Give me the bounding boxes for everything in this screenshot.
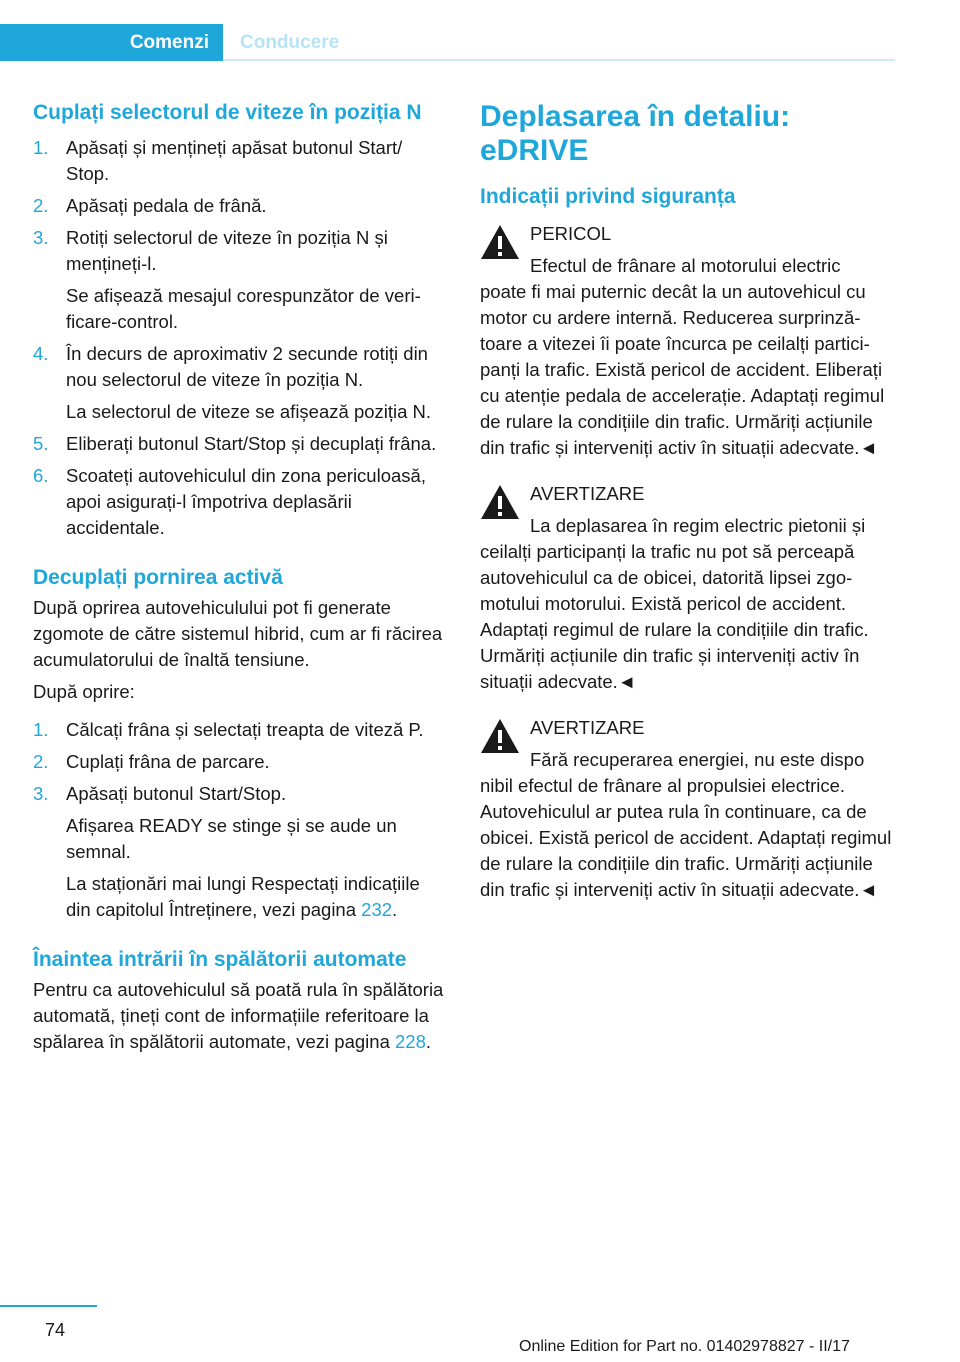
list-item: 6. Scoateți autovehiculul din zona periculoasă, apoi asigurați-l împotriva deplasării accidentale.	[33, 465, 426, 538]
warning-label: AVERTIZARE	[530, 483, 645, 504]
list-item: 2. Apăsați pedala de frână.	[33, 195, 267, 216]
section-title-active-start: Decuplați pornirea activă	[33, 566, 283, 589]
steps-after-stop	[33, 717, 449, 923]
paragraph: După oprire:	[33, 681, 135, 702]
page-link-228[interactable]: 228	[395, 1031, 426, 1052]
warning-block	[480, 221, 896, 461]
list-item: 4. În decurs de aproximativ 2 secunde rotiți din nou selectorul de viteze în poziția N. La selectorul de viteze se afișează poziția N.	[33, 341, 449, 425]
right-column	[480, 100, 896, 903]
left-column	[33, 100, 449, 1055]
tab-conducere[interactable]: Conducere	[240, 32, 340, 53]
step-note: Se afișează mesajul corespunzător de verificare-control.	[66, 285, 421, 332]
page-number: 74	[45, 1320, 66, 1340]
warning-label: AVERTIZARE	[530, 717, 645, 738]
list-item: 1. Apăsați și mențineți apăsat butonul Start/ Stop.	[33, 137, 403, 184]
step-note: Afișarea READY se stinge și se aude un semnal.	[66, 815, 397, 862]
paragraph: După oprirea autovehiculului pot fi generate zgomote de către sistemul hibrid, cum ar fi răcirea acumulatorului de înaltă tensiune.	[33, 597, 443, 670]
list-item: 3. Rotiți selectorul de viteze în poziția N și mențineți-l. Se afișează mesajul corespunzător de verificare-control.	[33, 225, 449, 335]
steps-neutral	[33, 135, 449, 541]
paragraph: Pentru ca autovehiculul să poată rula în spălătoria automată, țineți cont de informațiile referitoare la spălarea în spălătorii automate, vezi pagina 228.	[33, 979, 444, 1052]
edition-note: Online Edition for Part no. 01402978827 - II/17	[519, 1338, 850, 1355]
page-section-title: Deplasarea în detaliu: eDRIVE	[480, 100, 791, 167]
warning-icon	[480, 718, 520, 754]
warning-text: La deplasarea în regim electric pietonii și ceilalți participanți la trafic nu pot să perceapă autovehiculul ca de obicei, datorită lipsei zgomotului motorului. Există pericol de accident. Adaptați regimul de rulare la condițiile din trafic. Urmăriți acțiunile din trafic și interveniți activ în situații adecvate.◄	[480, 515, 869, 692]
step-note: La staționări mai lungi Respectați indicațiile din capitolul Întreținere, vezi pagina 232.	[66, 873, 420, 920]
tab-comenzi[interactable]: Comenzi	[0, 24, 223, 61]
header-tabs	[0, 24, 895, 61]
section-title-car-wash: Înaintea intrării în spălătorii automate	[33, 948, 407, 971]
warning-icon	[480, 484, 520, 520]
footer-rule	[0, 1305, 97, 1307]
section-title-neutral: Cuplați selectorul de viteze în poziția N	[33, 101, 422, 124]
step-note: La selectorul de viteze se afișează poziția N.	[66, 401, 432, 422]
list-item: 3. Apăsați butonul Start/Stop. Afișarea READY se stinge și se aude un semnal. La staționări mai lungi Respectați indicațiile din capitolul Întreținere, vezi pagina 232.	[33, 781, 449, 923]
list-item: 5. Eliberați butonul Start/Stop și decuplați frâna.	[33, 433, 437, 454]
warning-block	[480, 715, 896, 903]
page-link-232[interactable]: 232	[361, 899, 393, 920]
list-item: 1. Călcați frâna și selectați treapta de viteză P.	[33, 719, 424, 740]
warning-label: PERICOL	[530, 223, 612, 244]
warning-text: Efectul de frânare al motorului electric poate fi mai puternic decât la un autovehicul cu motor cu ardere internă. Reducerea surprinzătoare a vitezei îi poate încurca pe ceilalți participanți la trafic. Există pericol de accident. Eliberați cu atenție pedala de accelerație. Adaptați regimul de rulare la condițiile din trafic. Urmăriți acțiunile din trafic și interveniți activ în situații adecvate.◄	[480, 255, 885, 458]
warning-block	[480, 481, 896, 695]
warning-icon	[480, 224, 520, 260]
safety-subtitle: Indicații privind siguranța	[480, 185, 736, 208]
warning-text: Fără recuperarea energiei, nu este dispo nibil efectul de frânare al propulsiei electrice. Autovehiculul ar putea rula în continuare, ca de obicei. Există pericol de accident. Adaptați regimul de rulare la condițiile din trafic. Urmăriți acțiunile din trafic și interveniți activ în situații adecvate.◄	[480, 749, 892, 900]
list-item: 2. Cuplați frâna de parcare.	[33, 751, 270, 772]
header-rule	[223, 59, 895, 61]
